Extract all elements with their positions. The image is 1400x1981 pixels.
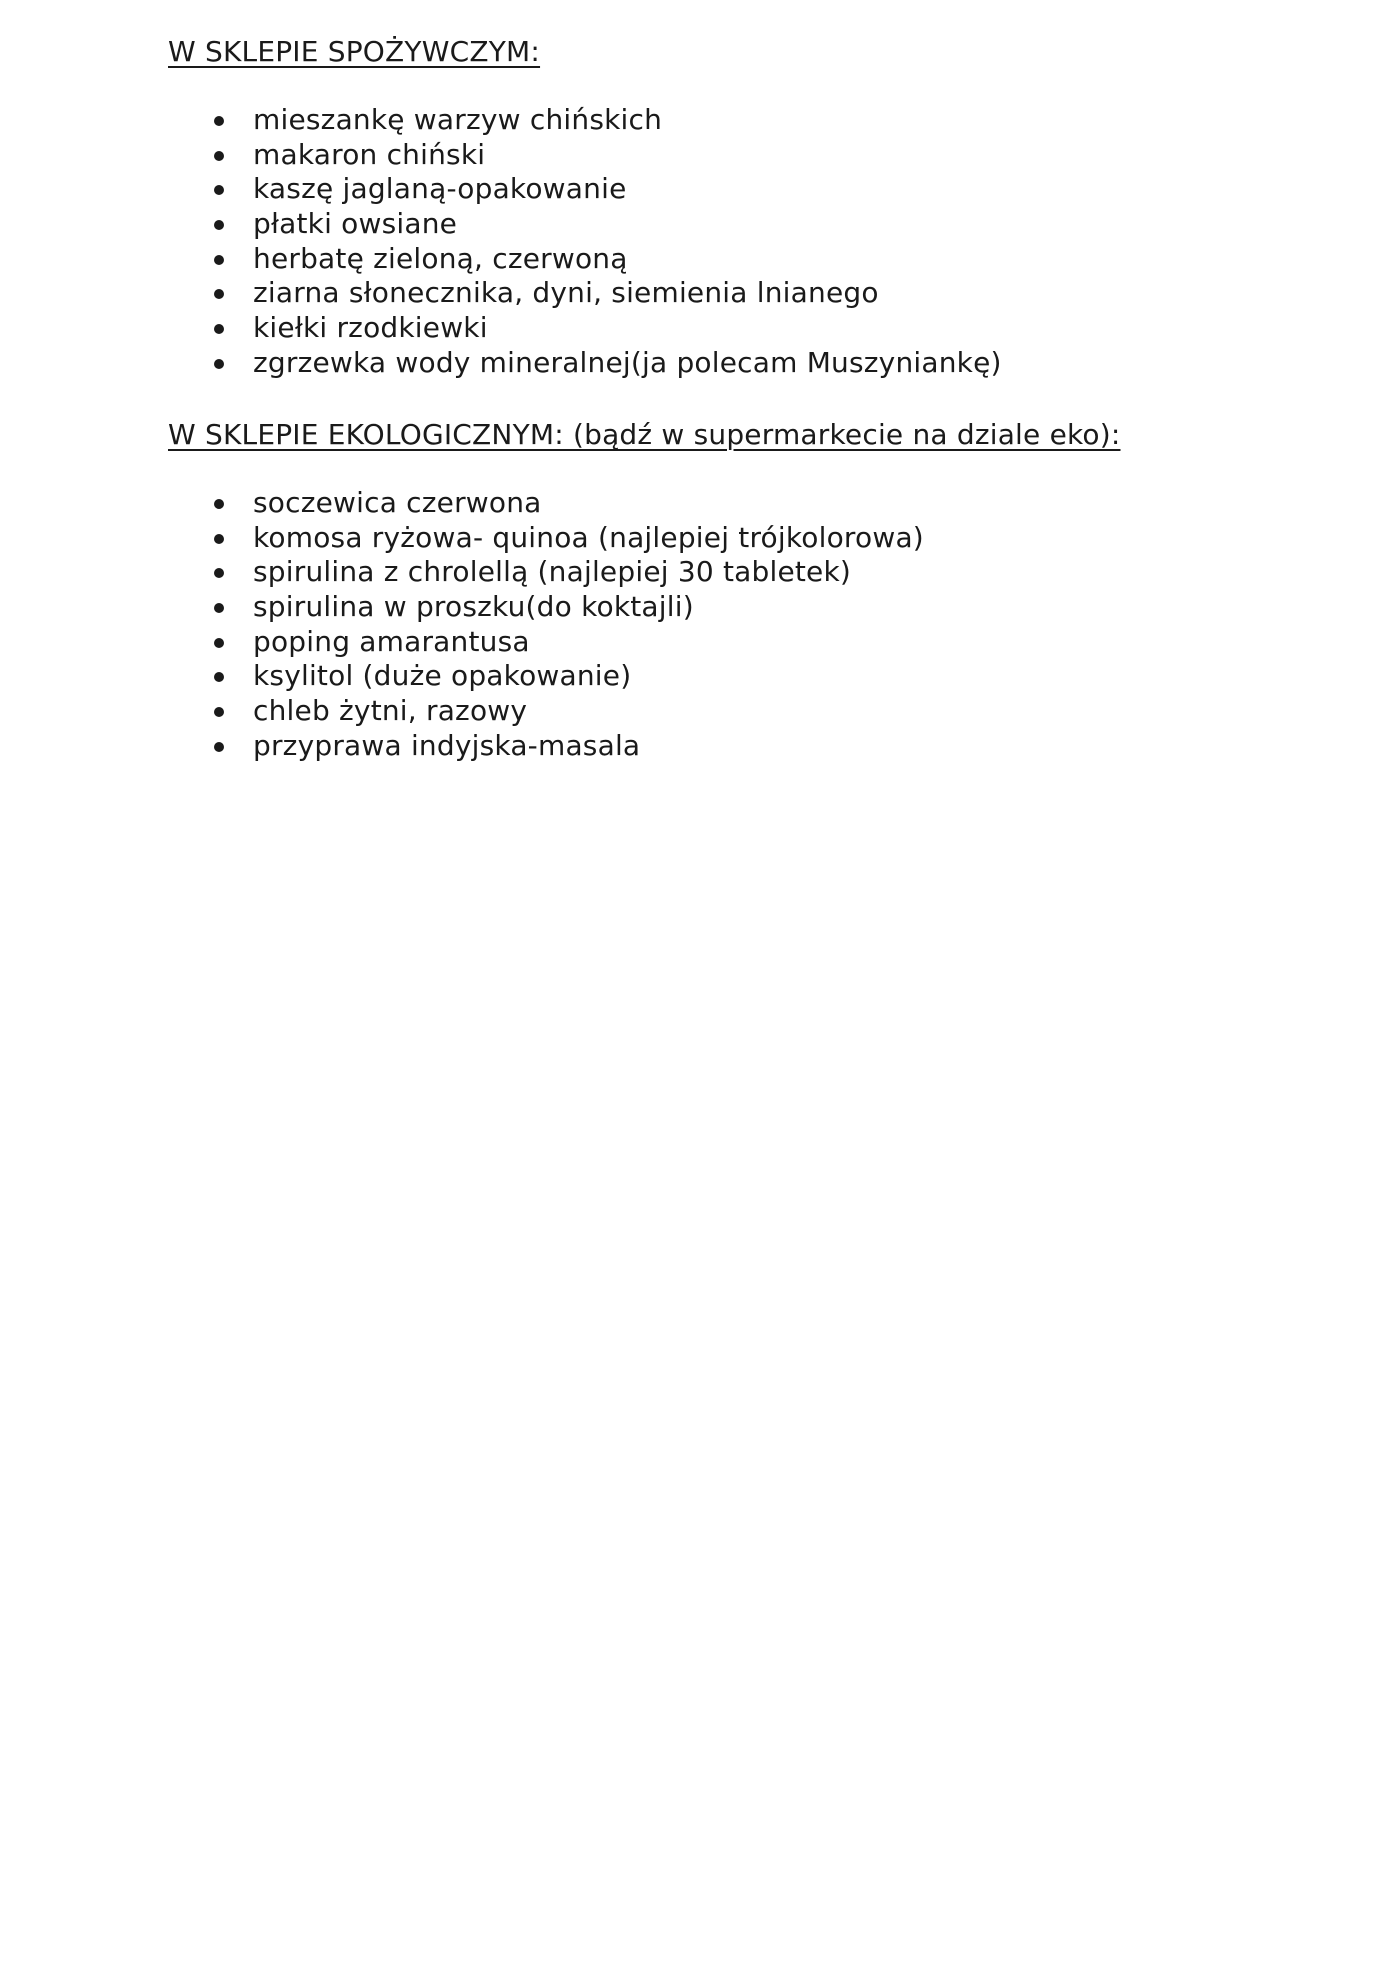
list-item-text: ksylitol (duże opakowanie) (253, 659, 632, 693)
bullet-icon (214, 359, 224, 369)
bullet-icon (214, 534, 224, 544)
list-item-text: mieszankę warzyw chińskich (253, 103, 663, 136)
section-heading-grocery: W SKLEPIE SPOŻYWCZYM: (168, 35, 541, 68)
list-item-text: makaron chiński (253, 137, 486, 171)
list-item-text: płatki owsiane (253, 207, 458, 241)
list-item-text: kaszę jaglaną-opakowanie (253, 172, 627, 206)
list-item-text: komosa ryżowa- quinoa (najlepiej trójkolorowa) (253, 520, 924, 554)
bullet-icon (214, 707, 224, 717)
list-item-text: chleb żytni, razowy (253, 694, 528, 728)
bullet-icon (214, 255, 224, 265)
bullet-icon (214, 603, 224, 613)
list-item-text: spirulina z chrolellą (najlepiej 30 tabletek) (253, 555, 852, 589)
bullet-icon (214, 672, 224, 682)
bullet-icon (214, 220, 224, 230)
list-item-text: soczewica czerwona (253, 486, 542, 519)
bullet-icon (214, 116, 224, 126)
bullet-icon (214, 568, 224, 578)
bullet-icon (214, 638, 224, 648)
list-item-text: przyprawa indyjska-masala (253, 728, 641, 762)
bullet-icon (214, 151, 224, 161)
bullet-icon (214, 185, 224, 195)
section-heading-eco: W SKLEPIE EKOLOGICZNYM: (bądź w supermarkecie na dziale eko): (168, 418, 1121, 451)
list-item-text: poping amarantusa (253, 624, 530, 658)
list-item-text: zgrzewka wody mineralnej(ja polecam Muszyniankę) (253, 345, 1002, 379)
list-item-text: kiełki rzodkiewki (253, 311, 488, 345)
list-item-text: herbatę zieloną, czerwoną (253, 241, 628, 275)
list-item-text: spirulina w proszku(do koktajli) (253, 590, 694, 624)
bullet-icon (214, 742, 224, 752)
bullet-icon (214, 324, 224, 334)
list-item-text: ziarna słonecznika, dyni, siemienia lnianego (253, 276, 879, 310)
bullet-icon (214, 289, 224, 299)
bullet-icon (214, 499, 224, 509)
